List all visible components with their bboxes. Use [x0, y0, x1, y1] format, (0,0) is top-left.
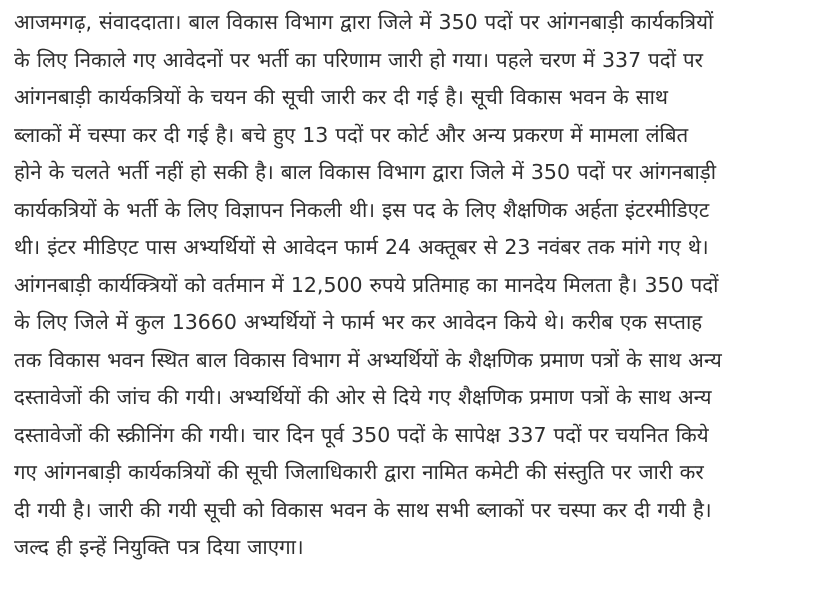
article-line: थी। इंटर मीडिएट पास अभ्यर्थियों से आवेदन फार्म 24 अक्तूबर से 23 नवंबर तक मांगे गए थे।: [14, 235, 709, 259]
article-line: दस्तावेजों की स्क्रीनिंग की गयी। चार दिन पूर्व 350 पदों के सापेक्ष 337 पदों पर चयनित किये: [14, 422, 709, 447]
article-line: के लिए जिले में कुल 13660 अभ्यर्थियों ने फार्म भर कर आवेदन किये थे। करीब एक सप्ताह: [14, 310, 703, 334]
article-line: आंगनबाड़ी कार्यक्त्रियों को वर्तमान में 12,500 रुपये प्रतिमाह का मानदेय मिलता है। 350 पदों: [14, 272, 719, 297]
article-line: आजमगढ़, संवाददाता। बाल विकास विभाग द्वारा जिले में 350 पदों पर आंगनबाड़ी कार्यकत्रियों: [14, 10, 714, 34]
article-line: तक विकास भवन स्थित बाल विकास विभाग में अभ्यर्थियों के शैक्षणिक प्रमाण पत्रों के साथ अन्य: [14, 347, 722, 372]
article-line: गए आंगनबाड़ी कार्यकत्रियों की सूची जिलाधिकारी द्वारा नामित कमेटी की संस्तुति पर जारी कर: [14, 460, 704, 484]
article-line: आंगनबाड़ी कार्यकत्रियों के चयन की सूची जारी कर दी गई है। सूची विकास भवन के साथ: [14, 85, 668, 109]
article-line: के लिए निकाले गए आवेदनों पर भर्ती का परिणाम जारी हो गया। पहले चरण में 337 पदों पर: [14, 47, 704, 72]
article-line: ब्लाकों में चस्पा कर दी गई है। बचे हुए 13 पदों पर कोर्ट और अन्य प्रकरण में मामला लंबित: [14, 122, 689, 147]
article-line: दस्तावेजों की जांच की गयी। अभ्यर्थियों की ओर से दिये गए शैक्षणिक प्रमाण पत्रों के साथ अन्य: [14, 385, 712, 409]
article-line: होने के चलते भर्ती नहीं हो सकी है। बाल विकास विभाग द्वारा जिले में 350 पदों पर आंगनबाड़ी: [14, 160, 717, 184]
article-line: जल्द ही इन्हें नियुक्ति पत्र दिया जाएगा।: [14, 535, 304, 559]
article-line: कार्यकत्रियों के भर्ती के लिए विज्ञापन निकली थी। इस पद के लिए शैक्षणिक अर्हता इंटरमीडिएट: [14, 197, 710, 222]
article-line: दी गयी है। जारी की गयी सूची को विकास भवन के साथ सभी ब्लाकों पर चस्पा कर दी गयी है।: [14, 497, 712, 522]
